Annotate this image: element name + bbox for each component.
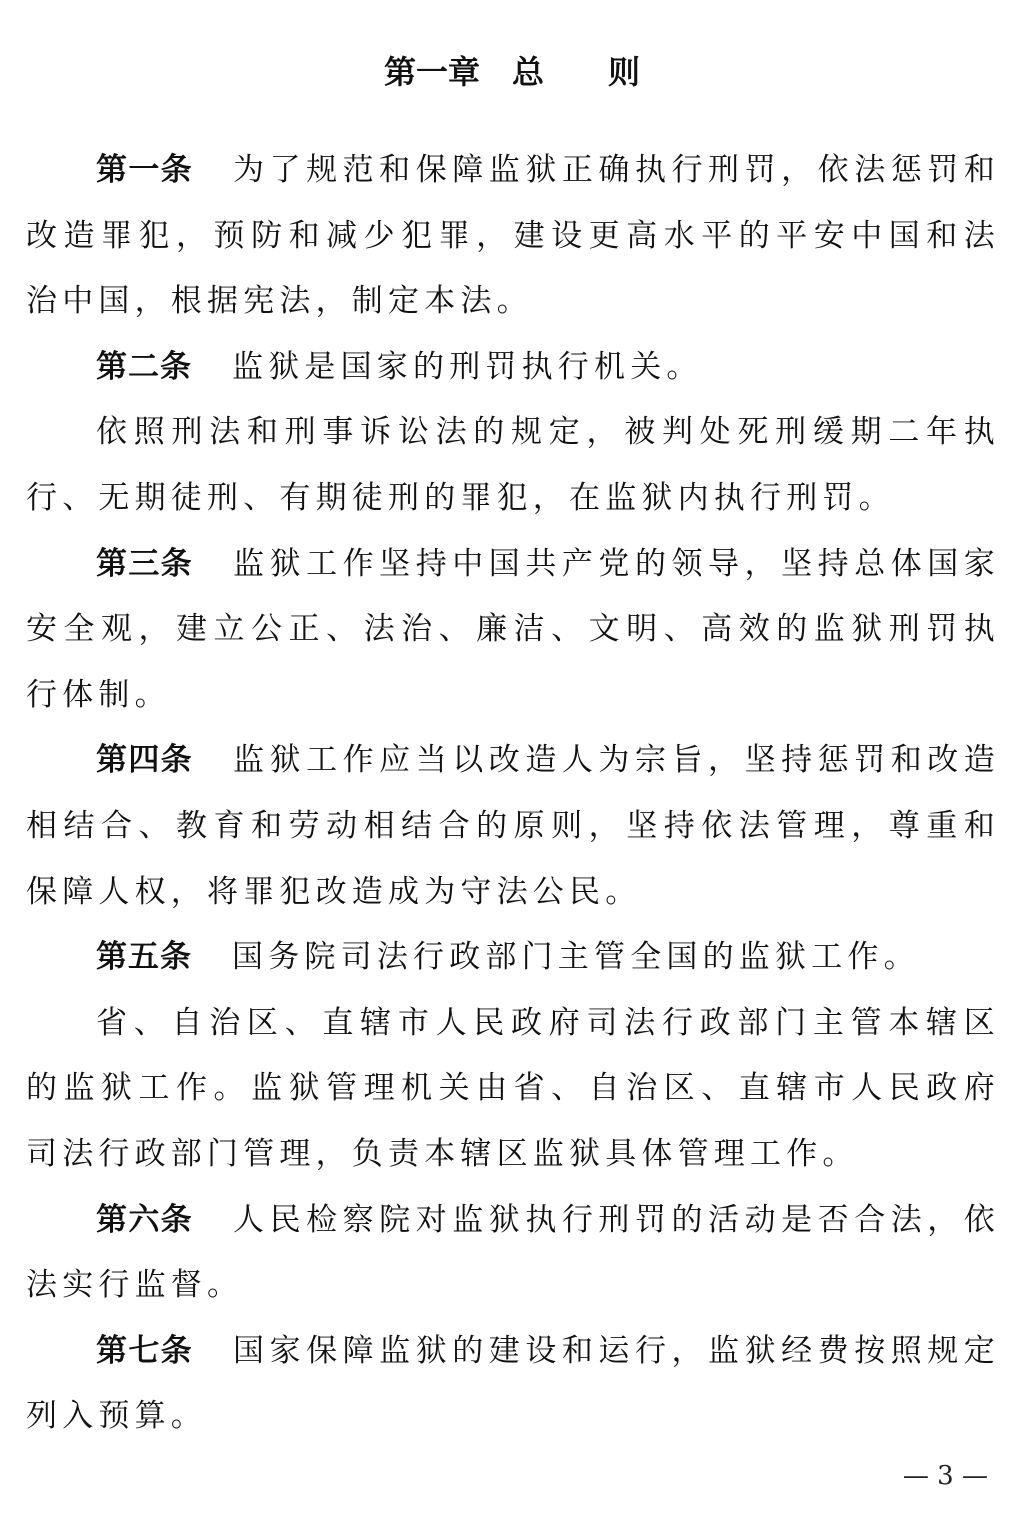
article-text: 依照刑法和刑事诉讼法的规定，被判处死刑缓期二年执行、无期徒刑、有期徒刑的罪犯，在监狱内执行刑罚。 [26,414,1000,516]
article-label: 第三条 [96,545,194,582]
article-label: 第四条 [96,742,194,779]
article-2 [26,335,1000,401]
article-5 [26,925,1000,991]
article-7 [26,1319,1000,1450]
article-text: 国家保障监狱的建设和运行，监狱经费按照规定列入预算。 [26,1332,1001,1435]
article-label: 第一条 [96,152,194,188]
article-3 [26,532,1000,729]
chapter-title: 第一章 总 则 [383,53,640,91]
article-text: 监狱工作应当以改造人为宗旨，坚持惩罚和改造相结合、教育和劳动相结合的原则，坚持依法管理，尊重和保障人权，将罪犯改造成为守法公民。 [26,742,1001,910]
page-number: — 3 — [902,1461,988,1491]
document-body [26,138,1000,1450]
article-1 [26,138,1000,335]
article-5-paragraph-2 [26,991,1000,1188]
article-6 [26,1188,1000,1319]
article-text: 为了规范和保障监狱正确执行刑罚，依法惩罚和改造罪犯，预防和减少犯罪，建设更高水平的平安中国和法治中国，根据宪法，制定本法。 [26,152,1001,320]
article-label: 第七条 [96,1332,194,1369]
article-text: 监狱工作坚持中国共产党的领导，坚持总体国家安全观，建立公正、法治、廉洁、文明、高效的监狱刑罚执行体制。 [26,545,1001,713]
article-4 [26,728,1000,925]
article-text: 国务院司法行政部门主管全国的监狱工作。 [232,939,920,976]
article-label: 第二条 [96,348,192,385]
article-text: 监狱是国家的刑罚执行机关。 [232,348,703,385]
article-text: 省、自治区、直辖市人民政府司法行政部门主管本辖区的监狱工作。监狱管理机关由省、自治区、直辖市人民政府司法行政部门管理，负责本辖区监狱具体管理工作。 [26,1004,1000,1172]
article-label: 第六条 [96,1201,194,1238]
article-2-paragraph-2 [26,400,1000,531]
article-label: 第五条 [96,939,192,976]
article-text: 人民检察院对监狱执行刑罚的活动是否合法，依法实行监督。 [26,1201,1001,1304]
